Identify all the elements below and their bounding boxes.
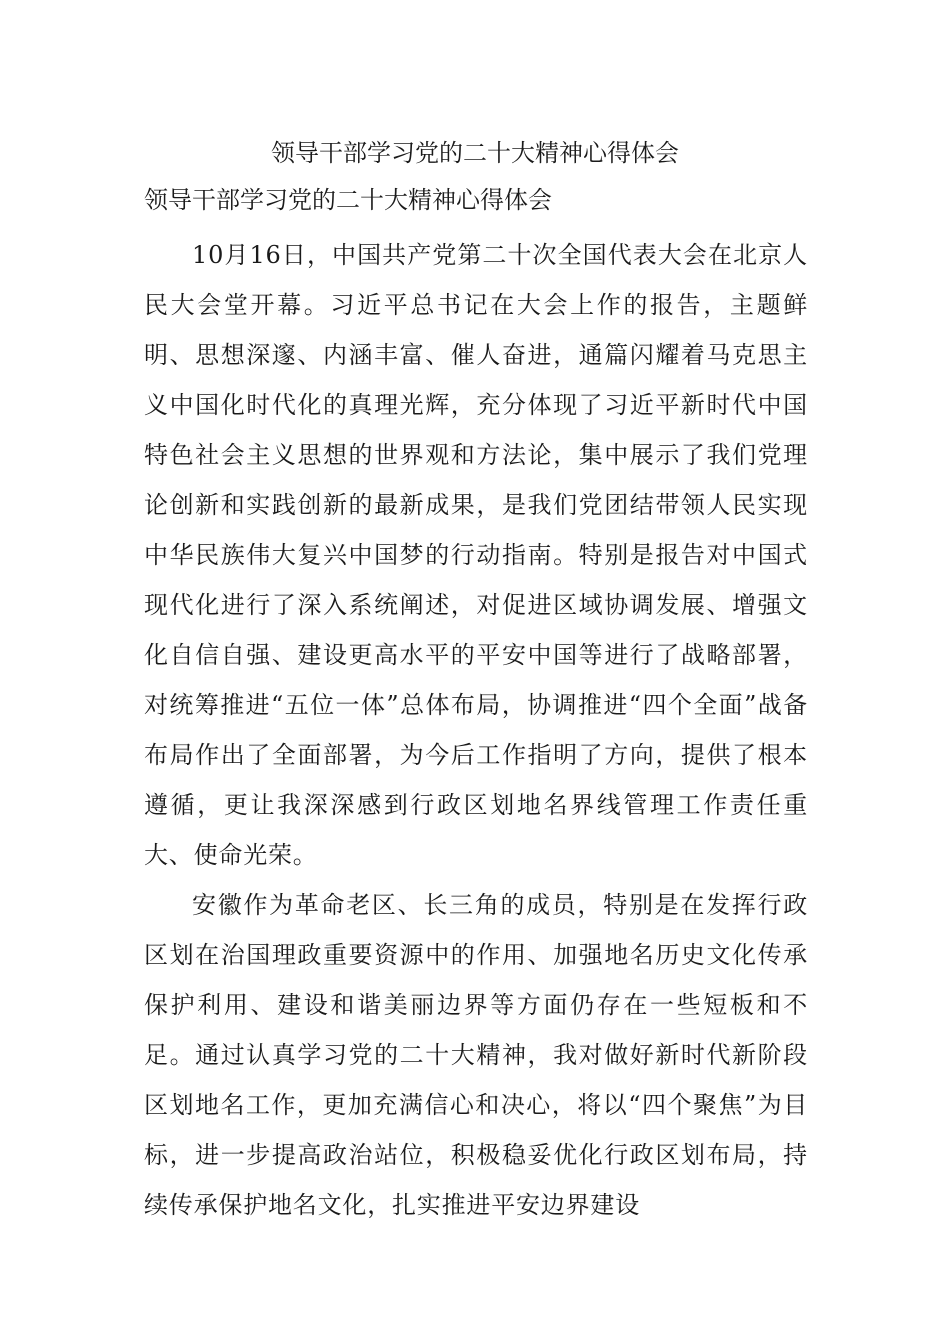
document-title: 领导干部学习党的二十大精神心得体会	[271, 139, 679, 167]
paragraph-2: 安徽作为革命老区、长三角的成员，特别是在发挥行政区划在治国理政重要资源中的作用、加强地名历史文化传承保护利用、建设和谐美丽边界等方面仍存在一些短板和不足。通过认真学习党的二十大精神，我对做好新时代新阶段区划地名工作，更加充满信心和决心，将以“四个聚焦”为目标，进一步提高政治站位，积极稳妥优化行政区划布局，持续传承保护地名文化，扎实推进平安边界建设	[144, 891, 808, 1219]
document-body	[144, 230, 808, 1230]
paragraph-1: 10月16日，中国共产党第二十次全国代表大会在北京人民大会堂开幕。习近平总书记在大会上作的报告，主题鲜明、思想深邃、内涵丰富、催人奋进，通篇闪耀着马克思主义中国化时代化的真理光辉，充分体现了习近平新时代中国特色社会主义思想的世界观和方法论，集中展示了我们党理论创新和实践创新的最新成果，是我们党团结带领人民实现中华民族伟大复兴中国梦的行动指南。特别是报告对中国式现代化进行了深入系统阐述，对促进区域协调发展、增强文化自信自强、建设更高水平的平安中国等进行了战略部署，对统筹推进“五位一体”总体布局，协调推进“四个全面”战备布局作出了全面部署，为今后工作指明了方向，提供了根本遵循，更让我深深感到行政区划地名界线管理工作责任重大、使命光荣。	[144, 241, 808, 869]
document-subtitle: 领导干部学习党的二十大精神心得体会	[144, 186, 552, 214]
